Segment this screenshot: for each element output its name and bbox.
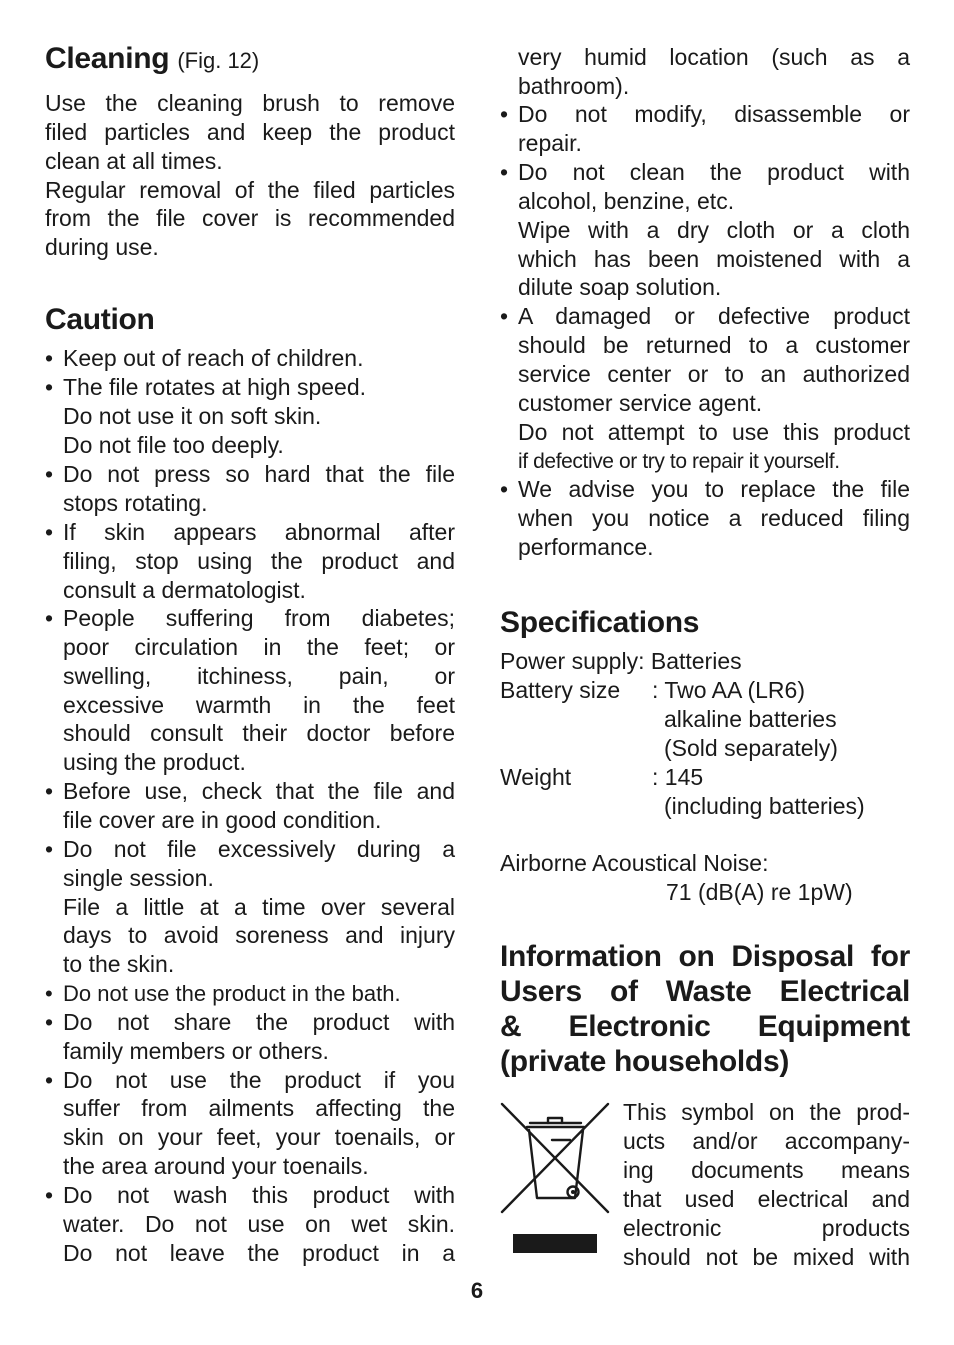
caution-item-line: stops rotating. (63, 490, 208, 516)
caution-item-line: file cover are in good condition. (63, 807, 382, 833)
caution-item: • Do not use the product if you (45, 1067, 455, 1093)
caution-heading: Caution (45, 303, 155, 336)
caution-item-line: service center or to an authorized (518, 361, 910, 387)
caution-item-line: filing, stop using the product and (63, 548, 455, 574)
crossed-out-wheelie-bin-icon (500, 1100, 612, 1256)
caution-item-line: performance. (518, 534, 654, 560)
caution-item-line: consult a dermatologist. (63, 577, 306, 603)
caution-item-line: should consult their doctor before (63, 720, 455, 746)
disposal-text-line: ing documents means (623, 1157, 910, 1183)
caution-item-line: swelling, itchiness, pain, or (63, 663, 455, 689)
disposal-text-line: should not be mixed with (623, 1244, 910, 1270)
disposal-heading-line: Information on Disposal for (500, 940, 910, 973)
caution-item-line: poor circulation in the feet; or (63, 634, 455, 660)
caution-item-line: to the skin. (63, 951, 175, 977)
caution-item-line: suffer from ailments affecting the (63, 1095, 455, 1121)
spec-battery-row: Battery size : Two AA (LR6) (500, 677, 805, 703)
specifications-heading: Specifications (500, 606, 700, 639)
disposal-text-line: This symbol on the prod- (623, 1099, 910, 1125)
caution-item-line: File a little at a time over several (63, 894, 455, 920)
caution-item: • If skin appears abnormal after (45, 519, 455, 545)
caution-item: • Before use, check that the file and (45, 778, 455, 804)
disposal-text-line: electronic products (623, 1215, 910, 1241)
caution-item: • Keep out of reach of children. (45, 345, 364, 371)
caution-item-line: Wipe with a dry cloth or a cloth (518, 217, 910, 243)
caution-item-line: single session. (63, 865, 214, 891)
spec-battery-row: alkaline batteries (664, 706, 837, 732)
disposal-text-line: that used electrical and (623, 1186, 910, 1212)
caution-item: • People suffering from diabetes; (45, 605, 455, 631)
spec-weight-row: Weight : 145 (500, 764, 704, 790)
caution-item: • Do not clean the product with (500, 159, 910, 185)
cleaning-line: during use. (45, 234, 159, 260)
caution-item-line: repair. (518, 130, 582, 156)
caution-item-line: bathroom). (518, 73, 630, 99)
caution-item-line: family members or others. (63, 1038, 329, 1064)
caution-item-line: water. Do not use on wet skin. (63, 1211, 455, 1237)
cleaning-line: filed particles and keep the product (45, 119, 455, 145)
cleaning-line: from the file cover is recommended (45, 205, 455, 231)
caution-item-line: Do not leave the product in a (63, 1240, 455, 1266)
spec-noise-row: 71 (dB(A) re 1pW) (666, 879, 853, 905)
cleaning-heading: Cleaning (Fig. 12) (45, 42, 260, 75)
caution-item: • We advise you to replace the file (500, 476, 910, 502)
caution-item-line: customer service agent. (518, 390, 763, 416)
caution-item: • A damaged or defective product (500, 303, 910, 329)
caution-item-line: Do not file too deeply. (63, 432, 284, 458)
caution-item-line: days to avoid soreness and injury (63, 922, 455, 948)
caution-item-line: Do not attempt to use this product (518, 419, 910, 445)
cleaning-line: clean at all times. (45, 148, 223, 174)
caution-item: • Do not press so hard that the file (45, 461, 455, 487)
caution-item: • Do not wash this product with (45, 1182, 455, 1208)
caution-item-line: the area around your toenails. (63, 1153, 369, 1179)
cleaning-line: Regular removal of the filed particles (45, 177, 455, 203)
caution-item-line: alcohol, benzine, etc. (518, 188, 735, 214)
caution-item: • Do not file excessively during a (45, 836, 455, 862)
caution-item-line: if defective or try to repair it yourself. (518, 450, 840, 473)
disposal-heading-line: & Electronic Equipment (500, 1010, 910, 1043)
caution-item-line: using the product. (63, 749, 246, 775)
spec-battery-row: (Sold separately) (664, 735, 838, 761)
caution-item-line: excessive warmth in the feet (63, 692, 455, 718)
disposal-heading-line: (private households) (500, 1045, 790, 1078)
caution-item-line: skin on your feet, your toenails, or (63, 1124, 455, 1150)
cleaning-line: Use the cleaning brush to remove (45, 90, 455, 116)
spec-noise-label: Airborne Acoustical Noise: (500, 850, 769, 876)
caution-item-line: which has been moistened with a (518, 246, 910, 272)
caution-item: • Do not modify, disassemble or (500, 101, 910, 127)
caution-item-line: Do not use it on soft skin. (63, 403, 322, 429)
disposal-text-line: ucts and/or accompany- (623, 1128, 910, 1154)
spec-weight-row: (including batteries) (664, 793, 865, 819)
caution-item: • Do not use the product in the bath. (45, 981, 401, 1006)
caution-item-line: should be returned to a customer (518, 332, 910, 358)
caution-item: • Do not share the product with (45, 1009, 455, 1035)
disposal-heading-line: Users of Waste Electrical (500, 975, 910, 1008)
caution-item-line: very humid location (such as a (518, 44, 910, 70)
caution-item-line: when you notice a reduced filing (518, 505, 910, 531)
caution-item: • The file rotates at high speed. (45, 374, 367, 400)
caution-item-line: dilute soap solution. (518, 274, 722, 300)
page-number: 6 (470, 1278, 484, 1303)
spec-power-supply: Power supply: Batteries (500, 648, 742, 674)
